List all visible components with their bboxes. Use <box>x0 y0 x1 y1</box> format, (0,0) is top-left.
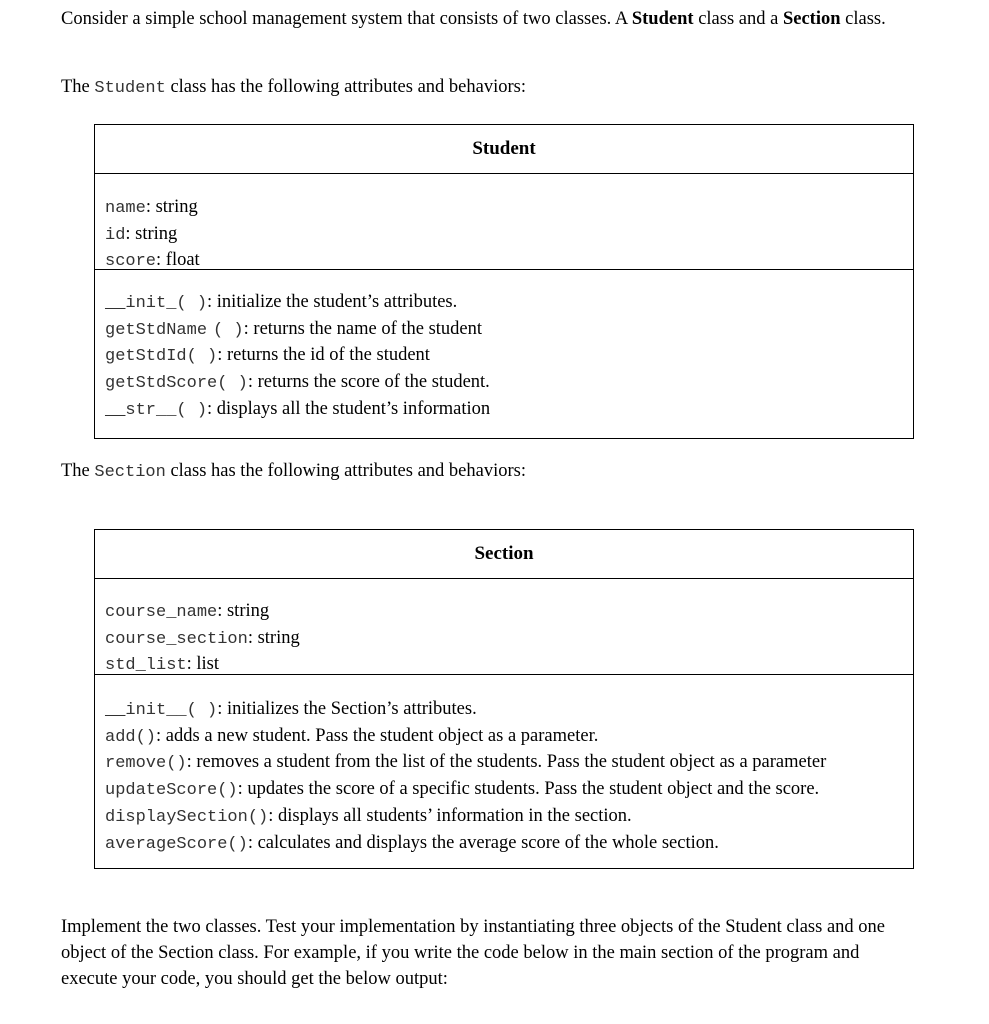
student-attr-row <box>105 195 903 222</box>
method-name: init__ <box>125 701 187 720</box>
method-parens: () <box>166 754 187 774</box>
method-name: displaySection <box>105 807 248 827</box>
section-intro-text-1: The <box>61 461 95 481</box>
intro-text-3: class. <box>840 9 886 29</box>
student-method-row <box>105 370 903 397</box>
method-parens: ( ) <box>186 347 218 367</box>
intro-paragraph <box>61 8 921 31</box>
student-method-row <box>105 317 903 344</box>
method-desc: : returns the name of the student <box>243 318 483 339</box>
section-attributes <box>95 579 913 675</box>
attr-name: name <box>105 199 146 218</box>
section-method-row <box>105 697 903 724</box>
method-parens: () <box>217 781 238 801</box>
attr-type: : string <box>217 601 270 621</box>
method-parens: ( ) <box>176 400 208 420</box>
student-method-row <box>105 290 903 317</box>
method-desc: : removes a student from the list of the students. Pass the student object as a parameter <box>186 752 827 773</box>
section-method-row <box>105 724 903 751</box>
method-name: averageScore <box>105 834 228 854</box>
method-desc: : adds a new student. Pass the student object as a parameter. <box>156 725 599 746</box>
section-methods <box>95 675 913 868</box>
student-intro-code: Student <box>94 79 166 98</box>
method-parens: ( ) <box>186 701 218 720</box>
student-attributes <box>95 174 913 270</box>
attr-name: course_name <box>105 603 218 622</box>
method-name: remove <box>105 754 167 774</box>
attr-type: : list <box>186 654 220 675</box>
student-class-table <box>94 124 914 439</box>
intro-section-bold: Section <box>782 9 841 29</box>
student-intro-text-2: class has the following attributes and behaviors: <box>165 77 526 97</box>
attr-type: : string <box>145 197 198 217</box>
section-method-row <box>105 804 903 831</box>
method-parens: ( ) <box>217 374 248 394</box>
section-attr-row <box>105 626 903 653</box>
method-parens: ( ) <box>213 320 244 340</box>
section-method-row <box>105 777 903 804</box>
section-table-title: Section <box>95 530 913 579</box>
method-desc: : initializes the Section’s attributes. <box>217 699 477 719</box>
section-intro-code: Section <box>94 463 166 482</box>
attr-name: course_section <box>105 629 248 649</box>
method-name: getStdId <box>105 347 187 367</box>
method-parens: () <box>247 807 269 827</box>
student-method-row <box>105 343 903 370</box>
method-desc: : returns the id of the student <box>217 345 430 366</box>
method-name: init <box>125 294 167 313</box>
method-desc: : initialize the student’s attributes. <box>207 292 458 312</box>
student-method-row <box>105 397 903 424</box>
section-intro-paragraph <box>61 460 921 484</box>
method-name: add <box>105 727 136 747</box>
attr-name: score <box>105 252 157 272</box>
attr-type: : string <box>247 627 300 648</box>
student-table-title: Student <box>95 125 913 174</box>
method-name: str__ <box>125 400 177 420</box>
closing-paragraph: Implement the two classes. Test your implementation by instantiating three objects of the Student class and one object of the Section class. For example, if you write the code below in the main section of the program and execute your code, you should get the below output: <box>61 917 885 989</box>
method-name: getStdScore <box>105 374 218 394</box>
intro-text-2: class and a <box>693 9 783 29</box>
intro-text-1: Consider a simple school management system that consists of two classes. A <box>61 9 632 29</box>
method-desc: : displays all the student’s information <box>207 398 491 419</box>
intro-student-bold: Student <box>631 9 694 29</box>
attr-name: id <box>105 225 126 245</box>
student-intro-paragraph <box>61 76 921 100</box>
student-attr-row <box>105 222 903 249</box>
section-attr-row <box>105 599 903 626</box>
section-method-row <box>105 831 903 858</box>
method-desc: : returns the score of the student. <box>247 372 490 393</box>
attr-type: : float <box>156 250 200 271</box>
section-class-table <box>94 529 914 869</box>
method-parens: _( ) <box>166 294 208 313</box>
method-parens: () <box>227 834 248 854</box>
student-intro-text-1: The <box>61 77 95 97</box>
attr-type: : string <box>125 223 178 244</box>
student-methods <box>95 270 913 438</box>
method-parens: () <box>135 727 157 747</box>
method-name: getStdName <box>105 320 208 340</box>
method-underscore: __ <box>105 294 126 313</box>
method-desc: : updates the score of a specific students. Pass the student object and the score. <box>237 779 820 800</box>
method-desc: : calculates and displays the average score of the whole section. <box>247 832 719 853</box>
method-underscore: __ <box>105 400 126 420</box>
method-desc: : displays all students’ information in the section. <box>268 805 632 826</box>
method-name: updateScore <box>105 781 218 801</box>
attr-name: std_list <box>105 656 187 676</box>
section-intro-text-2: class has the following attributes and behaviors: <box>165 461 526 481</box>
method-underscore: __ <box>105 701 126 720</box>
section-method-row <box>105 750 903 777</box>
